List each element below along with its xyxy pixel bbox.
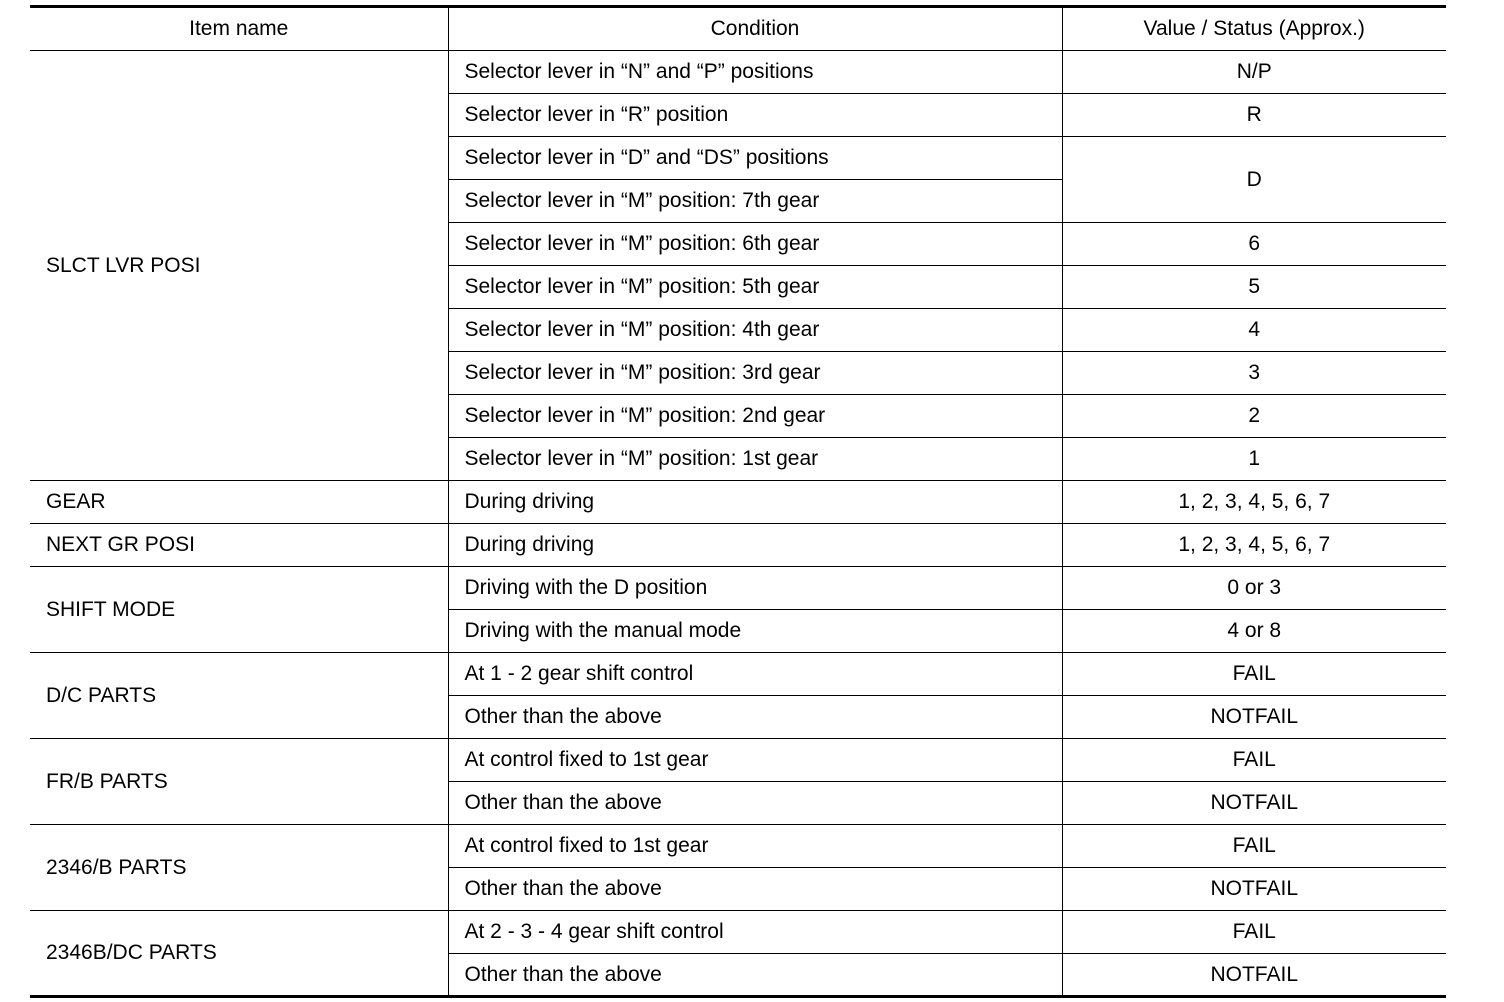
- condition-cell: At control fixed to 1st gear: [448, 739, 1062, 782]
- condition-cell: Selector lever in “D” and “DS” positions: [448, 137, 1062, 180]
- value-cell: NOTFAIL: [1062, 954, 1446, 997]
- condition-cell: At 2 - 3 - 4 gear shift control: [448, 911, 1062, 954]
- value-cell: N/P: [1062, 51, 1446, 94]
- condition-cell: Selector lever in “R” position: [448, 94, 1062, 137]
- value-cell: 4: [1062, 309, 1446, 352]
- condition-cell: Driving with the manual mode: [448, 610, 1062, 653]
- condition-cell: Selector lever in “M” position: 7th gear: [448, 180, 1062, 223]
- condition-cell: Selector lever in “M” position: 5th gear: [448, 266, 1062, 309]
- value-cell: NOTFAIL: [1062, 696, 1446, 739]
- condition-cell: Other than the above: [448, 696, 1062, 739]
- condition-cell: Other than the above: [448, 954, 1062, 997]
- value-cell: NOTFAIL: [1062, 782, 1446, 825]
- value-cell: 4 or 8: [1062, 610, 1446, 653]
- value-cell: NOTFAIL: [1062, 868, 1446, 911]
- value-cell: D: [1062, 137, 1446, 223]
- header-value: Value / Status (Approx.): [1062, 7, 1446, 51]
- condition-cell: Other than the above: [448, 782, 1062, 825]
- condition-cell: During driving: [448, 481, 1062, 524]
- table-row: [30, 825, 1446, 868]
- table-row: [30, 524, 1446, 567]
- item-name-cell: 2346B/DC PARTS: [30, 911, 448, 997]
- value-cell: 3: [1062, 352, 1446, 395]
- table-row: [30, 653, 1446, 696]
- item-name-cell: 2346/B PARTS: [30, 825, 448, 911]
- value-cell: 6: [1062, 223, 1446, 266]
- table-row: [30, 481, 1446, 524]
- value-cell: FAIL: [1062, 653, 1446, 696]
- item-name-cell: D/C PARTS: [30, 653, 448, 739]
- table-row: [30, 51, 1446, 94]
- header-row: [30, 7, 1446, 51]
- table-row: [30, 911, 1446, 954]
- condition-cell: During driving: [448, 524, 1062, 567]
- item-name-cell: SLCT LVR POSI: [30, 51, 448, 481]
- item-name-cell: SHIFT MODE: [30, 567, 448, 653]
- value-cell: FAIL: [1062, 739, 1446, 782]
- condition-cell: Selector lever in “M” position: 2nd gear: [448, 395, 1062, 438]
- value-cell: R: [1062, 94, 1446, 137]
- value-cell: FAIL: [1062, 825, 1446, 868]
- condition-cell: Selector lever in “M” position: 1st gear: [448, 438, 1062, 481]
- table-row: [30, 739, 1446, 782]
- header-condition: Condition: [448, 7, 1062, 51]
- condition-cell: At control fixed to 1st gear: [448, 825, 1062, 868]
- condition-cell: Selector lever in “M” position: 6th gear: [448, 223, 1062, 266]
- value-cell: 1, 2, 3, 4, 5, 6, 7: [1062, 481, 1446, 524]
- condition-cell: Selector lever in “N” and “P” positions: [448, 51, 1062, 94]
- data-monitor-table: [30, 5, 1446, 998]
- value-cell: 5: [1062, 266, 1446, 309]
- condition-cell: Selector lever in “M” position: 3rd gear: [448, 352, 1062, 395]
- value-cell: 0 or 3: [1062, 567, 1446, 610]
- item-name-cell: FR/B PARTS: [30, 739, 448, 825]
- condition-cell: Driving with the D position: [448, 567, 1062, 610]
- value-cell: FAIL: [1062, 911, 1446, 954]
- item-name-cell: NEXT GR POSI: [30, 524, 448, 567]
- table-row: [30, 567, 1446, 610]
- condition-cell: Selector lever in “M” position: 4th gear: [448, 309, 1062, 352]
- condition-cell: Other than the above: [448, 868, 1062, 911]
- value-cell: 2: [1062, 395, 1446, 438]
- header-item-name: Item name: [30, 7, 448, 51]
- value-cell: 1, 2, 3, 4, 5, 6, 7: [1062, 524, 1446, 567]
- value-cell: 1: [1062, 438, 1446, 481]
- item-name-cell: GEAR: [30, 481, 448, 524]
- condition-cell: At 1 - 2 gear shift control: [448, 653, 1062, 696]
